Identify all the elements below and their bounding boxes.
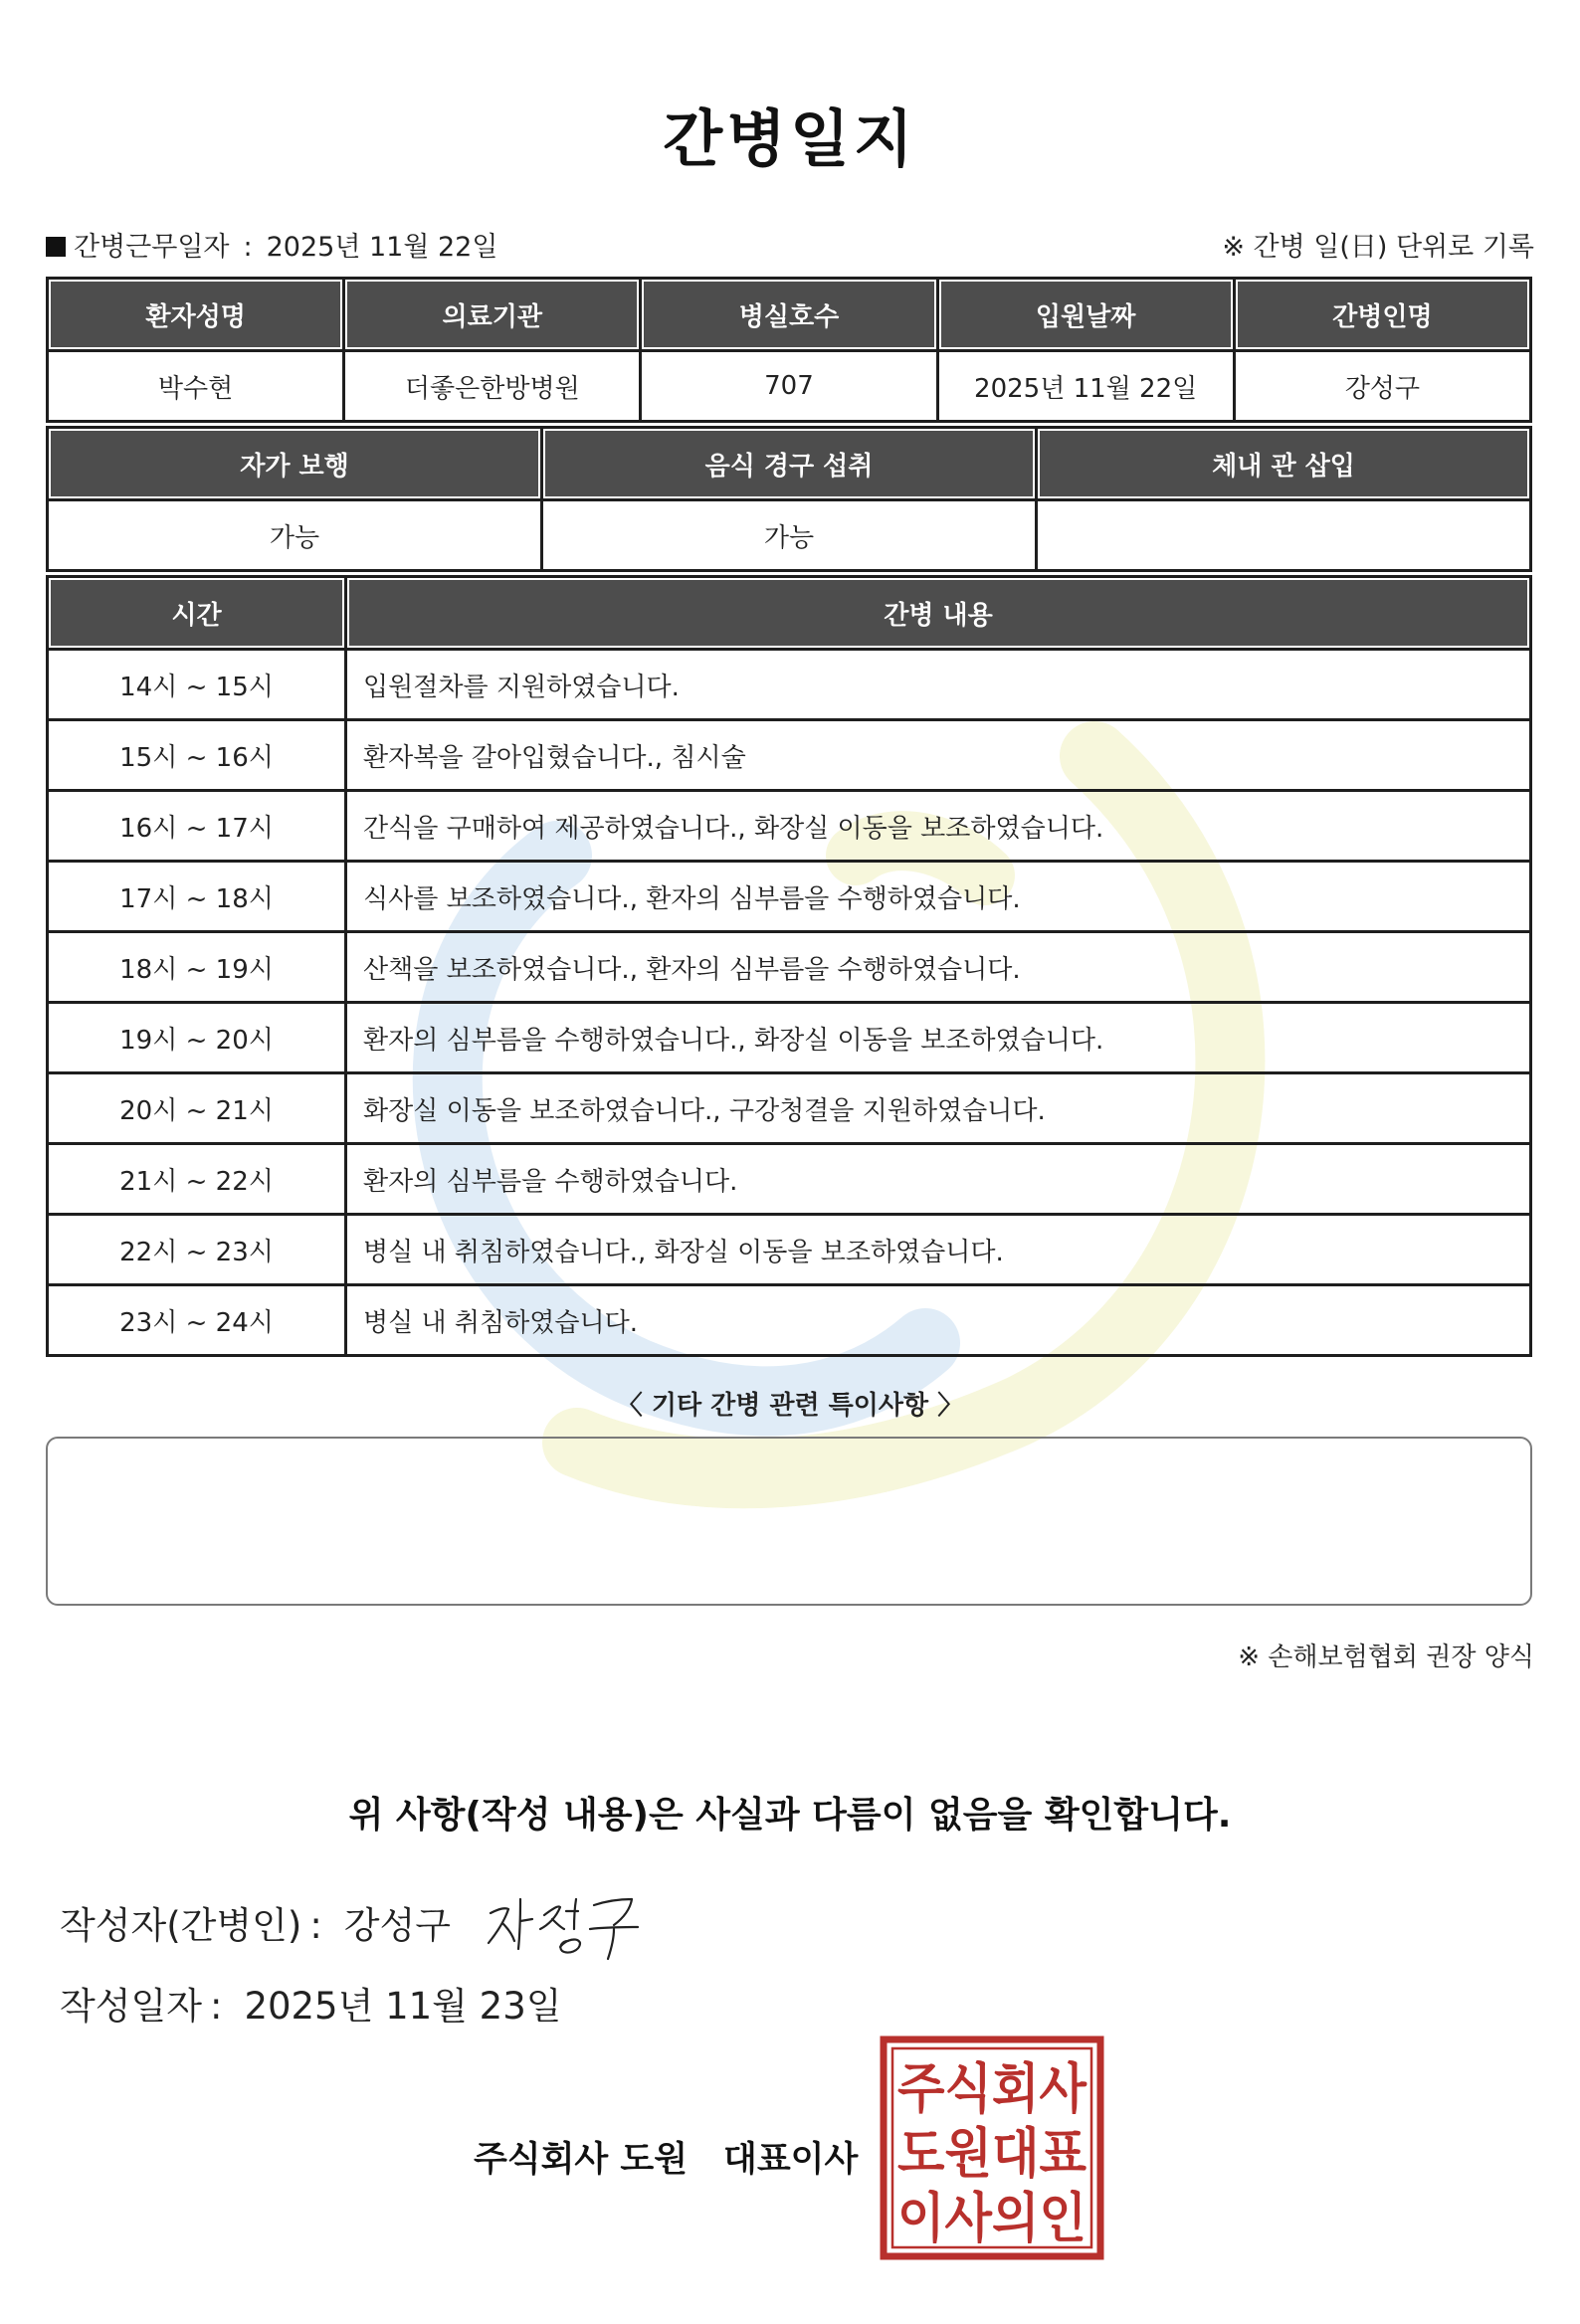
care-content: 화장실 이동을 보조하였습니다., 구강청결을 지원하였습니다.	[346, 1073, 1531, 1144]
hospital-name: 더좋은한방병원	[344, 351, 641, 422]
page-title: 간병일지	[663, 102, 917, 175]
written-date-separator: :	[209, 1985, 223, 2028]
care-content: 산책을 보조하였습니다., 환자의 심부름을 수행하였습니다.	[346, 932, 1531, 1003]
written-date-label: 작성일자	[60, 1985, 202, 2028]
care-content: 병실 내 취침하였습니다.	[346, 1285, 1531, 1356]
table-row	[48, 1285, 1531, 1356]
patient-status-value-row	[48, 500, 1531, 571]
svg-text:도원대표: 도원대표	[897, 2122, 1086, 2185]
header-tube-insertion: 체내 관 삽입	[1037, 428, 1531, 500]
patient-info-header-row	[48, 279, 1531, 351]
care-time: 14시 ~ 15시	[48, 650, 346, 720]
special-notes-title: 〈 기타 간병 관련 특이사항 〉	[616, 1391, 964, 1421]
written-date-value: 2025년 11월 23일	[244, 1985, 562, 2028]
care-time: 17시 ~ 18시	[48, 862, 346, 932]
admission-date: 2025년 11월 22일	[937, 351, 1234, 422]
table-row	[48, 650, 1531, 720]
table-row	[48, 1003, 1531, 1073]
oral-intake-value: 가능	[542, 500, 1037, 571]
header-caregiver-name: 간병인명	[1234, 279, 1530, 351]
bullet-square-icon	[46, 237, 66, 257]
company-signature-line	[474, 2132, 858, 2182]
care-time: 20시 ~ 21시	[48, 1073, 346, 1144]
writer-separator: :	[309, 1904, 322, 1947]
care-content: 환자의 심부름을 수행하였습니다., 화장실 이동을 보조하였습니다.	[346, 1003, 1531, 1073]
care-content: 병실 내 취침하였습니다., 화장실 이동을 보조하였습니다.	[346, 1215, 1531, 1285]
svg-text:이사의인: 이사의인	[897, 2187, 1086, 2249]
writer-label: 작성자(간병인)	[60, 1904, 302, 1947]
care-content: 환자복을 갈아입혔습니다., 침시술	[346, 720, 1531, 791]
patient-name: 박수현	[48, 351, 344, 422]
caregiver-name: 강성구	[1234, 351, 1530, 422]
header-self-walking: 자가 보행	[48, 428, 542, 500]
unit-note: ※ 간병 일(日) 단위로 기록	[1222, 232, 1534, 263]
self-walking-value: 가능	[48, 500, 542, 571]
table-row	[48, 862, 1531, 932]
header-time: 시간	[48, 577, 346, 650]
header-room-number: 병실호수	[641, 279, 937, 351]
table-row	[48, 1144, 1531, 1215]
care-log-table	[46, 575, 1532, 1357]
work-date-line	[46, 225, 497, 264]
care-time: 21시 ~ 22시	[48, 1144, 346, 1215]
table-row	[48, 932, 1531, 1003]
work-date-value: 2025년 11월 22일	[266, 232, 498, 263]
table-row	[48, 720, 1531, 791]
care-content: 환자의 심부름을 수행하였습니다.	[346, 1144, 1531, 1215]
company-seal	[880, 2035, 1104, 2260]
table-row	[48, 1073, 1531, 1144]
care-content: 간식을 구매하여 제공하였습니다., 화장실 이동을 보조하였습니다.	[346, 791, 1531, 862]
writer-line	[60, 1895, 451, 1949]
header-oral-intake: 음식 경구 섭취	[542, 428, 1037, 500]
table-row	[48, 791, 1531, 862]
care-content: 식사를 보조하였습니다., 환자의 심부름을 수행하였습니다.	[346, 862, 1531, 932]
care-time: 16시 ~ 17시	[48, 791, 346, 862]
tube-insertion-value	[1037, 500, 1531, 571]
care-time: 23시 ~ 24시	[48, 1285, 346, 1356]
patient-status-table	[46, 426, 1532, 572]
written-date-line	[60, 1976, 562, 2030]
form-source-note: ※ 손해보험협회 권장 양식	[1238, 1643, 1534, 1672]
special-notes-box	[46, 1437, 1532, 1606]
care-time: 15시 ~ 16시	[48, 720, 346, 791]
writer-name: 강성구	[343, 1904, 452, 1947]
care-content: 입원절차를 지원하였습니다.	[346, 650, 1531, 720]
patient-status-header-row	[48, 428, 1531, 500]
work-date-label: 간병근무일자	[74, 232, 230, 263]
header-hospital: 의료기관	[344, 279, 641, 351]
work-date-separator: :	[243, 232, 253, 263]
patient-info-table	[46, 277, 1532, 423]
ceo-title: 대표이사	[723, 2140, 859, 2180]
care-time: 18시 ~ 19시	[48, 932, 346, 1003]
patient-info-value-row	[48, 351, 1531, 422]
company-name: 주식회사 도원	[474, 2140, 689, 2180]
seal-characters	[897, 2057, 1087, 2249]
svg-text:주식회사: 주식회사	[897, 2057, 1087, 2120]
confirmation-statement: 위 사항(작성 내용)은 사실과 다름이 없음을 확인합니다.	[348, 1795, 1232, 1836]
header-patient-name: 환자성명	[48, 279, 344, 351]
care-time: 19시 ~ 20시	[48, 1003, 346, 1073]
room-number: 707	[641, 351, 937, 422]
header-admission-date: 입원날짜	[937, 279, 1234, 351]
table-row	[48, 1215, 1531, 1285]
header-care-content: 간병 내용	[346, 577, 1531, 650]
care-log-header-row	[48, 577, 1531, 650]
handwritten-signature	[483, 1885, 652, 1965]
care-time: 22시 ~ 23시	[48, 1215, 346, 1285]
